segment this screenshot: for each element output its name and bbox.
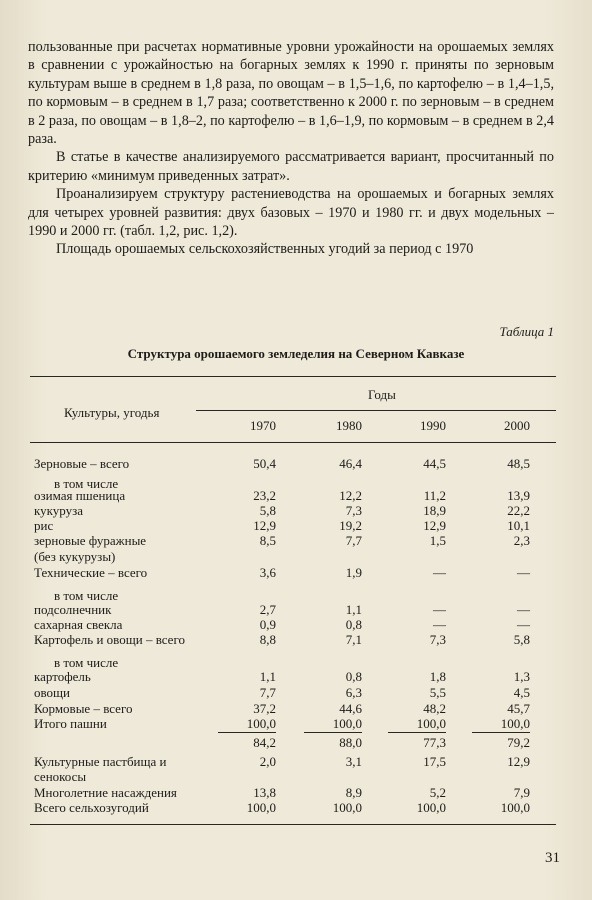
- row-value: 17,5: [423, 754, 446, 769]
- row-value: 1,9: [345, 565, 362, 580]
- row-label: Всего сельхозугодий: [34, 800, 149, 815]
- year-header-1990: 1990: [420, 418, 446, 433]
- row-value: 3,6: [259, 565, 276, 580]
- year-header-2000: 2000: [504, 418, 530, 433]
- row-value: 0,8: [345, 669, 362, 684]
- row-label: Многолетние насаждения: [34, 785, 177, 800]
- row-label: в том числе: [54, 588, 119, 603]
- row-value: 77,3: [423, 735, 446, 750]
- year-header-1970: 1970: [250, 418, 276, 433]
- row-value: —: [517, 602, 530, 617]
- row-value: 7,1: [345, 632, 362, 647]
- row-value: 12,9: [253, 518, 276, 533]
- row-value: —: [517, 617, 530, 632]
- row-label: сахарная свекла: [34, 617, 123, 632]
- row-value: 100,0: [500, 800, 530, 815]
- row-value: 88,0: [339, 735, 362, 750]
- row-label: в том числе: [54, 655, 119, 670]
- paragraph-3: Проанализируем структуру растениеводства на орошаемых и богарных землях для четырех уровней развития: двух базовых – 1970 и 1980 гг. и двух модельных – 1990 и 2000 гг. (табл. 1,2, рис. 1,2).: [28, 186, 554, 240]
- row-value: 100,0: [416, 716, 446, 731]
- row-value: 7,9: [513, 785, 530, 800]
- group-header-years: Годы: [368, 387, 396, 402]
- row-label: картофель: [34, 669, 91, 684]
- row-label: Зерновые – всего: [34, 456, 130, 471]
- row-value: 3,1: [345, 754, 362, 769]
- row-value: 2,7: [259, 602, 276, 617]
- row-label: сенокосы: [34, 769, 87, 784]
- row-value: 100,0: [416, 800, 446, 815]
- column-header-crops: Культуры, угодья: [64, 405, 160, 420]
- header-bottom-rule: [30, 442, 556, 443]
- year-header-1980: 1980: [336, 418, 362, 433]
- row-value: 11,2: [423, 488, 446, 503]
- row-value: 8,5: [259, 533, 276, 548]
- row-value: 2,0: [259, 754, 276, 769]
- table-top-rule: [30, 376, 556, 377]
- row-value: 1,1: [345, 602, 362, 617]
- row-label: Кормовые – всего: [34, 701, 133, 716]
- row-value: 13,8: [253, 785, 276, 800]
- row-value: 1,3: [513, 669, 530, 684]
- row-value: 12,9: [423, 518, 446, 533]
- row-value: 79,2: [507, 735, 530, 750]
- row-value: 12,2: [339, 488, 362, 503]
- row-value: 13,9: [507, 488, 530, 503]
- row-value: 6,3: [345, 685, 362, 700]
- row-value: 100,0: [246, 716, 276, 731]
- row-value: 2,3: [513, 533, 530, 548]
- row-value: 5,8: [259, 503, 276, 518]
- row-value: 48,5: [507, 456, 530, 471]
- row-label: Картофель и овощи – всего: [34, 632, 185, 647]
- row-value: 84,2: [253, 735, 276, 750]
- row-value: 19,2: [339, 518, 362, 533]
- row-value: 100,0: [246, 800, 276, 815]
- row-label: кукуруза: [34, 503, 83, 518]
- table-label: Таблица 1: [499, 324, 554, 339]
- paragraph-1: пользованные при расчетах нормативные уровни урожайности на орошаемых землях в сравнении с урожайностью на богарных землях к 1990 г. приняты по зерновым культурам выше в среднем в 1,8 раза, по овощам – в 1,5–1,6, по картофелю – в 1,4–1,5, по кормовым – в среднем в 1,7 раза; соответственно к 2000 г. по зерновым – в среднем в 2 раза, по овощам – в 1,8–2, по картофелю – в 1,6–1,9, по кормовым – в среднем в 2,4 раза.: [28, 39, 554, 148]
- row-value: —: [433, 565, 446, 580]
- row-value: —: [433, 617, 446, 632]
- row-value: 12,9: [507, 754, 530, 769]
- subtotal-rule-0: [218, 732, 276, 733]
- row-value: 45,7: [507, 701, 530, 716]
- row-label: подсолнечник: [34, 602, 112, 617]
- row-value: —: [433, 602, 446, 617]
- row-label: (без кукурузы): [34, 549, 116, 564]
- row-value: 44,5: [423, 456, 446, 471]
- subtotal-rule-3: [472, 732, 530, 733]
- row-value: 5,5: [429, 685, 446, 700]
- body-text: [28, 38, 554, 259]
- paragraph-2: В статье в качестве анализируемого рассматривается вариант, просчитанный по критерию «минимум приведенных затрат».: [28, 149, 554, 184]
- row-value: 7,3: [429, 632, 446, 647]
- row-value: 44,6: [339, 701, 362, 716]
- row-value: 8,8: [259, 632, 276, 647]
- table-title: Структура орошаемого земледелия на Северном Кавказе: [127, 346, 465, 361]
- row-value: 100,0: [332, 716, 362, 731]
- row-value: 1,8: [429, 669, 446, 684]
- row-value: 7,7: [345, 533, 362, 548]
- row-value: 23,2: [253, 488, 276, 503]
- row-value: 50,4: [253, 456, 276, 471]
- paragraph-4: Площадь орошаемых сельскохозяйственных угодий за период с 1970: [56, 241, 474, 258]
- row-value: 22,2: [507, 503, 530, 518]
- row-value: 4,5: [513, 685, 530, 700]
- row-value: 0,8: [345, 617, 362, 632]
- row-value: 10,1: [507, 518, 530, 533]
- subtotal-rule-2: [388, 732, 446, 733]
- row-value: 37,2: [253, 701, 276, 716]
- row-value: 100,0: [500, 716, 530, 731]
- table-bottom-rule: [30, 824, 556, 825]
- row-value: 18,9: [423, 503, 446, 518]
- row-label: овощи: [34, 685, 71, 700]
- row-label: Технические – всего: [34, 565, 148, 580]
- row-label: Культурные пастбища и: [34, 754, 167, 769]
- subtotal-rule-1: [304, 732, 362, 733]
- row-value: 46,4: [339, 456, 362, 471]
- row-label: в том числе: [54, 476, 119, 491]
- row-value: 0,9: [259, 617, 276, 632]
- row-value: 1,5: [429, 533, 446, 548]
- row-value: 5,2: [429, 785, 446, 800]
- row-label: рис: [34, 518, 54, 533]
- row-value: 7,3: [345, 503, 362, 518]
- row-value: 100,0: [332, 800, 362, 815]
- row-label: Итого пашни: [34, 716, 107, 731]
- row-value: 7,7: [259, 685, 276, 700]
- row-value: 8,9: [345, 785, 362, 800]
- years-group-rule: [196, 410, 556, 411]
- row-label: зерновые фуражные: [34, 533, 147, 548]
- row-value: 1,1: [259, 669, 276, 684]
- row-value: 5,8: [513, 632, 530, 647]
- row-value: —: [517, 565, 530, 580]
- row-value: 48,2: [423, 701, 446, 716]
- page-number: 31: [545, 850, 560, 866]
- row-label: озимая пшеница: [34, 488, 126, 503]
